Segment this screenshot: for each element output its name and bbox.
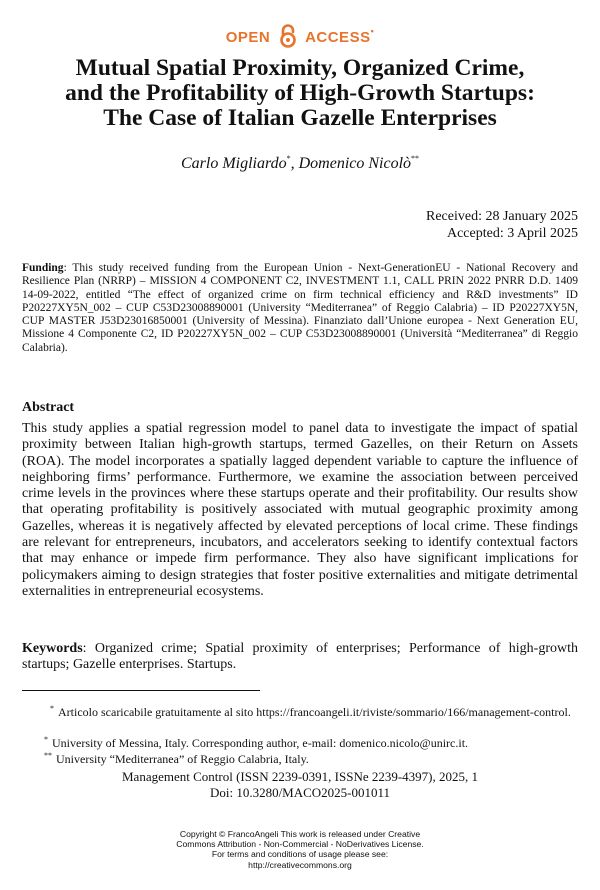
authors (0, 154, 600, 173)
footnote (22, 702, 578, 719)
abstract-heading: Abstract (22, 400, 75, 415)
journal-citation: Management Control (ISSN 2239-0391, ISSNe 2239-4397), 2025, 1 (121, 769, 479, 784)
journal-doi: Doi: 10.3280/MACO2025-001011 (209, 785, 391, 800)
funding-label: Funding (22, 262, 64, 274)
funding-statement (22, 262, 578, 355)
title-line: and the Profitability of High-Growth Startups: (65, 80, 535, 106)
funding-text: : This study received funding from the European Union - Next-GenerationEU - National Recovery and Resilience Plan (NRRP) – MISSION 4 COMPONENT C2, INVESTMENT 1.1, CALL PRIN 2022 PNRR D.D. 1409 14-09-2022, entitled “The effect of organized crime on firm technical efficiency and R&D investments” ID P20227XY5N_002 – CUP C53D23008890001 (University “Mediterranea” of Reggio Calabria) – ID P20227XY5N, CUP MASTER J53D23016850001 (University of Messina). Finanziato dall’Unione europea - Next Generation EU, Missione 4 Componente C2, ID P20227XY5N_002 – CUP C53D23008890001 (Università “Mediterranea” di Reggio Calabria). (22, 262, 578, 354)
open-lock-icon (279, 24, 297, 52)
copyright-line: Copyright © FrancoAngeli This work is released under Creative (179, 829, 421, 839)
copyright-line: For terms and conditions of usage please see: (211, 849, 389, 860)
footnote-text: Articolo scaricabile gratuitamente al sito https://francoangeli.it/riviste/sommario/166/management-control. (58, 705, 571, 719)
footnote-text: University “Mediterranea” of Reggio Calabria, Italy. (56, 752, 309, 766)
article-title (20, 56, 580, 131)
accepted-date: Accepted: 3 April 2025 (446, 226, 578, 241)
journal-info (0, 769, 600, 801)
open-word: OPEN (225, 29, 271, 46)
copyright-line: http://creativecommons.org (248, 859, 352, 870)
access-word: ACCESS (305, 29, 371, 46)
author-name: Carlo Migliardo (180, 155, 287, 172)
footnote-mark: * (50, 704, 54, 713)
footnote-mark: * (44, 735, 48, 744)
author-footnote-mark: ** (411, 154, 420, 163)
footnote-divider (22, 690, 260, 691)
author-footnote-mark: * (286, 154, 291, 163)
title-line: The Case of Italian Gazelle Enterprises (103, 105, 497, 131)
footnote-mark: ** (44, 751, 52, 760)
footnote (22, 749, 578, 766)
footnote (22, 733, 578, 750)
author-separator: , (290, 155, 299, 172)
article-dates (426, 208, 578, 242)
open-access-logo (0, 24, 600, 52)
keywords-label: Keywords (22, 641, 83, 656)
keywords-text: : Organized crime; Spatial proximity of enterprises; Performance of high-growth startups; Gazelle enterprises. Startups. (22, 641, 578, 673)
abstract-text: This study applies a spatial regression model to panel data to investigate the impact of spatial proximity between Italian high-growth startups, termed Gazelles, on their Return on Assets (ROA). The model incorporates a spatially lagged dependent variable to capture the influence of neighboring firms’ performance. Furthermore, we examine the association between perceived crime levels in the provinces where these startups operate and their profitability. Our results show that operating profitability is positively associated with mutual geographic proximity among Gazelles, whereas it is negatively affected by elevated perceptions of local crime. These findings are relevant for entrepreneurs, incubators, and accelerators seeking to identify contextual factors that may enhance or impede firm performance. They also have significant implications for policymakers aiming to design strategies that foster positive externalities and mitigate detrimental externalities in entrepreneurial ecosystems. (22, 421, 578, 599)
keywords (22, 641, 578, 674)
footnote-text: University of Messina, Italy. Corresponding author, e-mail: domenico.nicolo@unirc.it. (52, 736, 469, 750)
title-line: Mutual Spatial Proximity, Organized Crime, (75, 55, 525, 81)
open-access-star: • (370, 26, 375, 36)
copyright-notice (0, 829, 600, 870)
copyright-line: Commons Attribution - Non-Commercial - NoDerivatives License. (176, 839, 424, 850)
author-name: Domenico Nicolò (298, 155, 412, 172)
received-date: Received: 28 January 2025 (425, 209, 578, 224)
